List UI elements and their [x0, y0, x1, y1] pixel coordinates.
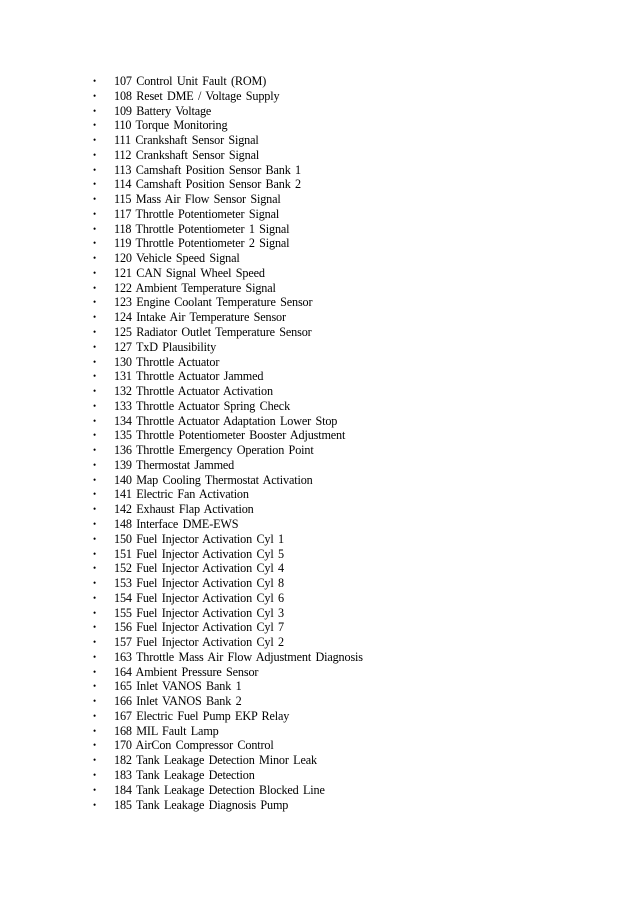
bullet-icon: •: [93, 533, 97, 544]
list-item: [0, 148, 638, 163]
list-item: [0, 399, 638, 414]
list-item: [0, 428, 638, 443]
list-item: [0, 236, 638, 251]
bullet-icon: •: [93, 238, 97, 249]
list-item-text: 109 Battery Voltage: [114, 103, 212, 118]
list-item: [0, 369, 638, 384]
list-item-text: 131 Throttle Actuator Jammed: [114, 369, 264, 384]
list-item-text: 108 Reset DME / Voltage Supply: [114, 88, 280, 103]
bullet-icon: •: [93, 253, 97, 264]
fault-code-list: [0, 74, 638, 812]
bullet-icon: •: [93, 445, 97, 456]
list-item: [0, 118, 638, 133]
list-item-text: 136 Throttle Emergency Operation Point: [114, 443, 314, 458]
list-item: [0, 414, 638, 429]
list-item: [0, 281, 638, 296]
list-item-text: 150 Fuel Injector Activation Cyl 1: [114, 531, 284, 546]
bullet-icon: •: [93, 504, 97, 515]
list-item-text: 140 Map Cooling Thermostat Activation: [114, 472, 313, 487]
bullet-icon: •: [93, 149, 97, 160]
bullet-icon: •: [93, 135, 97, 146]
list-item: [0, 310, 638, 325]
bullet-icon: •: [93, 681, 97, 692]
bullet-icon: •: [93, 430, 97, 441]
bullet-icon: •: [93, 784, 97, 795]
list-item-text: 124 Intake Air Temperature Sensor: [114, 310, 286, 325]
bullet-icon: •: [93, 179, 97, 190]
list-item-text: 153 Fuel Injector Activation Cyl 8: [114, 576, 284, 591]
list-item-text: 113 Camshaft Position Sensor Bank 1: [114, 162, 301, 177]
list-item-text: 120 Vehicle Speed Signal: [114, 251, 240, 266]
list-item: [0, 355, 638, 370]
list-item: [0, 620, 638, 635]
list-item: [0, 104, 638, 119]
list-item-text: 121 CAN Signal Wheel Speed: [114, 265, 265, 280]
bullet-icon: •: [93, 312, 97, 323]
bullet-icon: •: [93, 637, 97, 648]
list-item-text: 164 Ambient Pressure Sensor: [114, 664, 259, 679]
list-item: [0, 694, 638, 709]
list-item: [0, 487, 638, 502]
bullet-icon: •: [93, 474, 97, 485]
list-item: [0, 724, 638, 739]
bullet-icon: •: [93, 208, 97, 219]
list-item: [0, 679, 638, 694]
list-item-text: 152 Fuel Injector Activation Cyl 4: [114, 561, 284, 576]
bullet-icon: •: [93, 105, 97, 116]
list-item: [0, 384, 638, 399]
list-item-text: 122 Ambient Temperature Signal: [114, 280, 276, 295]
list-item-text: 132 Throttle Actuator Activation: [114, 384, 273, 399]
list-item-text: 157 Fuel Injector Activation Cyl 2: [114, 635, 284, 650]
bullet-icon: •: [93, 297, 97, 308]
list-item: [0, 783, 638, 798]
bullet-icon: •: [93, 725, 97, 736]
list-item-text: 141 Electric Fan Activation: [114, 487, 249, 502]
list-item: [0, 222, 638, 237]
bullet-icon: •: [93, 164, 97, 175]
list-item-text: 117 Throttle Potentiometer Signal: [114, 206, 280, 221]
bullet-icon: •: [93, 651, 97, 662]
list-item: [0, 606, 638, 621]
bullet-icon: •: [93, 563, 97, 574]
bullet-icon: •: [93, 666, 97, 677]
list-item-text: 139 Thermostat Jammed: [114, 457, 235, 472]
list-item-text: 182 Tank Leakage Detection Minor Leak: [114, 753, 317, 768]
bullet-icon: •: [93, 740, 97, 751]
bullet-icon: •: [93, 755, 97, 766]
bullet-icon: •: [93, 194, 97, 205]
list-item: [0, 163, 638, 178]
list-item-text: 114 Camshaft Position Sensor Bank 2: [114, 177, 301, 192]
list-item-text: 167 Electric Fuel Pump EKP Relay: [114, 708, 290, 723]
list-item-text: 133 Throttle Actuator Spring Check: [114, 398, 291, 413]
list-item-text: 185 Tank Leakage Diagnosis Pump: [114, 797, 289, 812]
list-item: [0, 547, 638, 562]
list-item-text: 112 Crankshaft Sensor Signal: [114, 147, 260, 162]
list-item-text: 166 Inlet VANOS Bank 2: [114, 694, 242, 709]
list-item-text: 119 Throttle Potentiometer 2 Signal: [114, 236, 290, 251]
list-item: [0, 192, 638, 207]
list-item-text: 123 Engine Coolant Temperature Sensor: [114, 295, 313, 310]
list-item: [0, 458, 638, 473]
bullet-icon: •: [93, 282, 97, 293]
bullet-icon: •: [93, 90, 97, 101]
list-item-text: 165 Inlet VANOS Bank 1: [114, 679, 242, 694]
list-item: [0, 266, 638, 281]
bullet-icon: •: [93, 518, 97, 529]
bullet-icon: •: [93, 799, 97, 810]
list-item: [0, 251, 638, 266]
bullet-icon: •: [93, 696, 97, 707]
bullet-icon: •: [93, 622, 97, 633]
list-item-text: 170 AirCon Compressor Control: [114, 738, 274, 753]
list-item: [0, 753, 638, 768]
bullet-icon: •: [93, 592, 97, 603]
list-item-text: 155 Fuel Injector Activation Cyl 3: [114, 605, 284, 620]
bullet-icon: •: [93, 356, 97, 367]
list-item: [0, 738, 638, 753]
list-item-text: 183 Tank Leakage Detection: [114, 767, 255, 782]
list-item: [0, 561, 638, 576]
bullet-icon: •: [93, 710, 97, 721]
bullet-icon: •: [93, 459, 97, 470]
bullet-icon: •: [93, 400, 97, 411]
list-item: [0, 295, 638, 310]
list-item: [0, 207, 638, 222]
list-item-text: 163 Throttle Mass Air Flow Adjustment Diagnosis: [114, 649, 363, 664]
list-item-text: 118 Throttle Potentiometer 1 Signal: [114, 221, 290, 236]
list-item: [0, 473, 638, 488]
list-item: [0, 74, 638, 89]
bullet-icon: •: [93, 341, 97, 352]
list-item-text: 154 Fuel Injector Activation Cyl 6: [114, 590, 284, 605]
list-item-text: 125 Radiator Outlet Temperature Sensor: [114, 325, 312, 340]
list-item: [0, 635, 638, 650]
list-item-text: 127 TxD Plausibility: [114, 339, 217, 354]
list-item: [0, 650, 638, 665]
bullet-icon: •: [93, 548, 97, 559]
list-item-text: 111 Crankshaft Sensor Signal: [114, 133, 259, 148]
list-item: [0, 133, 638, 148]
list-item-text: 142 Exhaust Flap Activation: [114, 502, 254, 517]
list-item-text: 110 Torque Monitoring: [114, 118, 228, 133]
bullet-icon: •: [93, 578, 97, 589]
list-item: [0, 177, 638, 192]
list-item-text: 135 Throttle Potentiometer Booster Adjustment: [114, 428, 346, 443]
list-item: [0, 665, 638, 680]
list-item: [0, 89, 638, 104]
bullet-icon: •: [93, 371, 97, 382]
bullet-icon: •: [93, 327, 97, 338]
list-item-text: 148 Interface DME-EWS: [114, 516, 239, 531]
bullet-icon: •: [93, 386, 97, 397]
list-item: [0, 591, 638, 606]
list-item-text: 115 Mass Air Flow Sensor Signal: [114, 192, 281, 207]
list-item-text: 134 Throttle Actuator Adaptation Lower Stop: [114, 413, 338, 428]
bullet-icon: •: [93, 120, 97, 131]
list-item: [0, 768, 638, 783]
bullet-icon: •: [93, 223, 97, 234]
list-item: [0, 532, 638, 547]
list-item-text: 130 Throttle Actuator: [114, 354, 220, 369]
list-item: [0, 443, 638, 458]
bullet-icon: •: [93, 489, 97, 500]
bullet-icon: •: [93, 267, 97, 278]
bullet-icon: •: [93, 76, 97, 86]
bullet-icon: •: [93, 607, 97, 618]
bullet-icon: •: [93, 769, 97, 780]
list-item: [0, 340, 638, 355]
list-item: [0, 798, 638, 813]
list-item-text: 156 Fuel Injector Activation Cyl 7: [114, 620, 284, 635]
list-item-text: 151 Fuel Injector Activation Cyl 5: [114, 546, 284, 561]
list-item-text: 168 MIL Fault Lamp: [114, 723, 219, 738]
bullet-icon: •: [93, 415, 97, 426]
list-item-text: 107 Control Unit Fault (ROM): [114, 74, 267, 88]
list-item: [0, 325, 638, 340]
list-item: [0, 576, 638, 591]
list-item: [0, 517, 638, 532]
list-item: [0, 502, 638, 517]
list-item-text: 184 Tank Leakage Detection Blocked Line: [114, 782, 325, 797]
list-item: [0, 709, 638, 724]
